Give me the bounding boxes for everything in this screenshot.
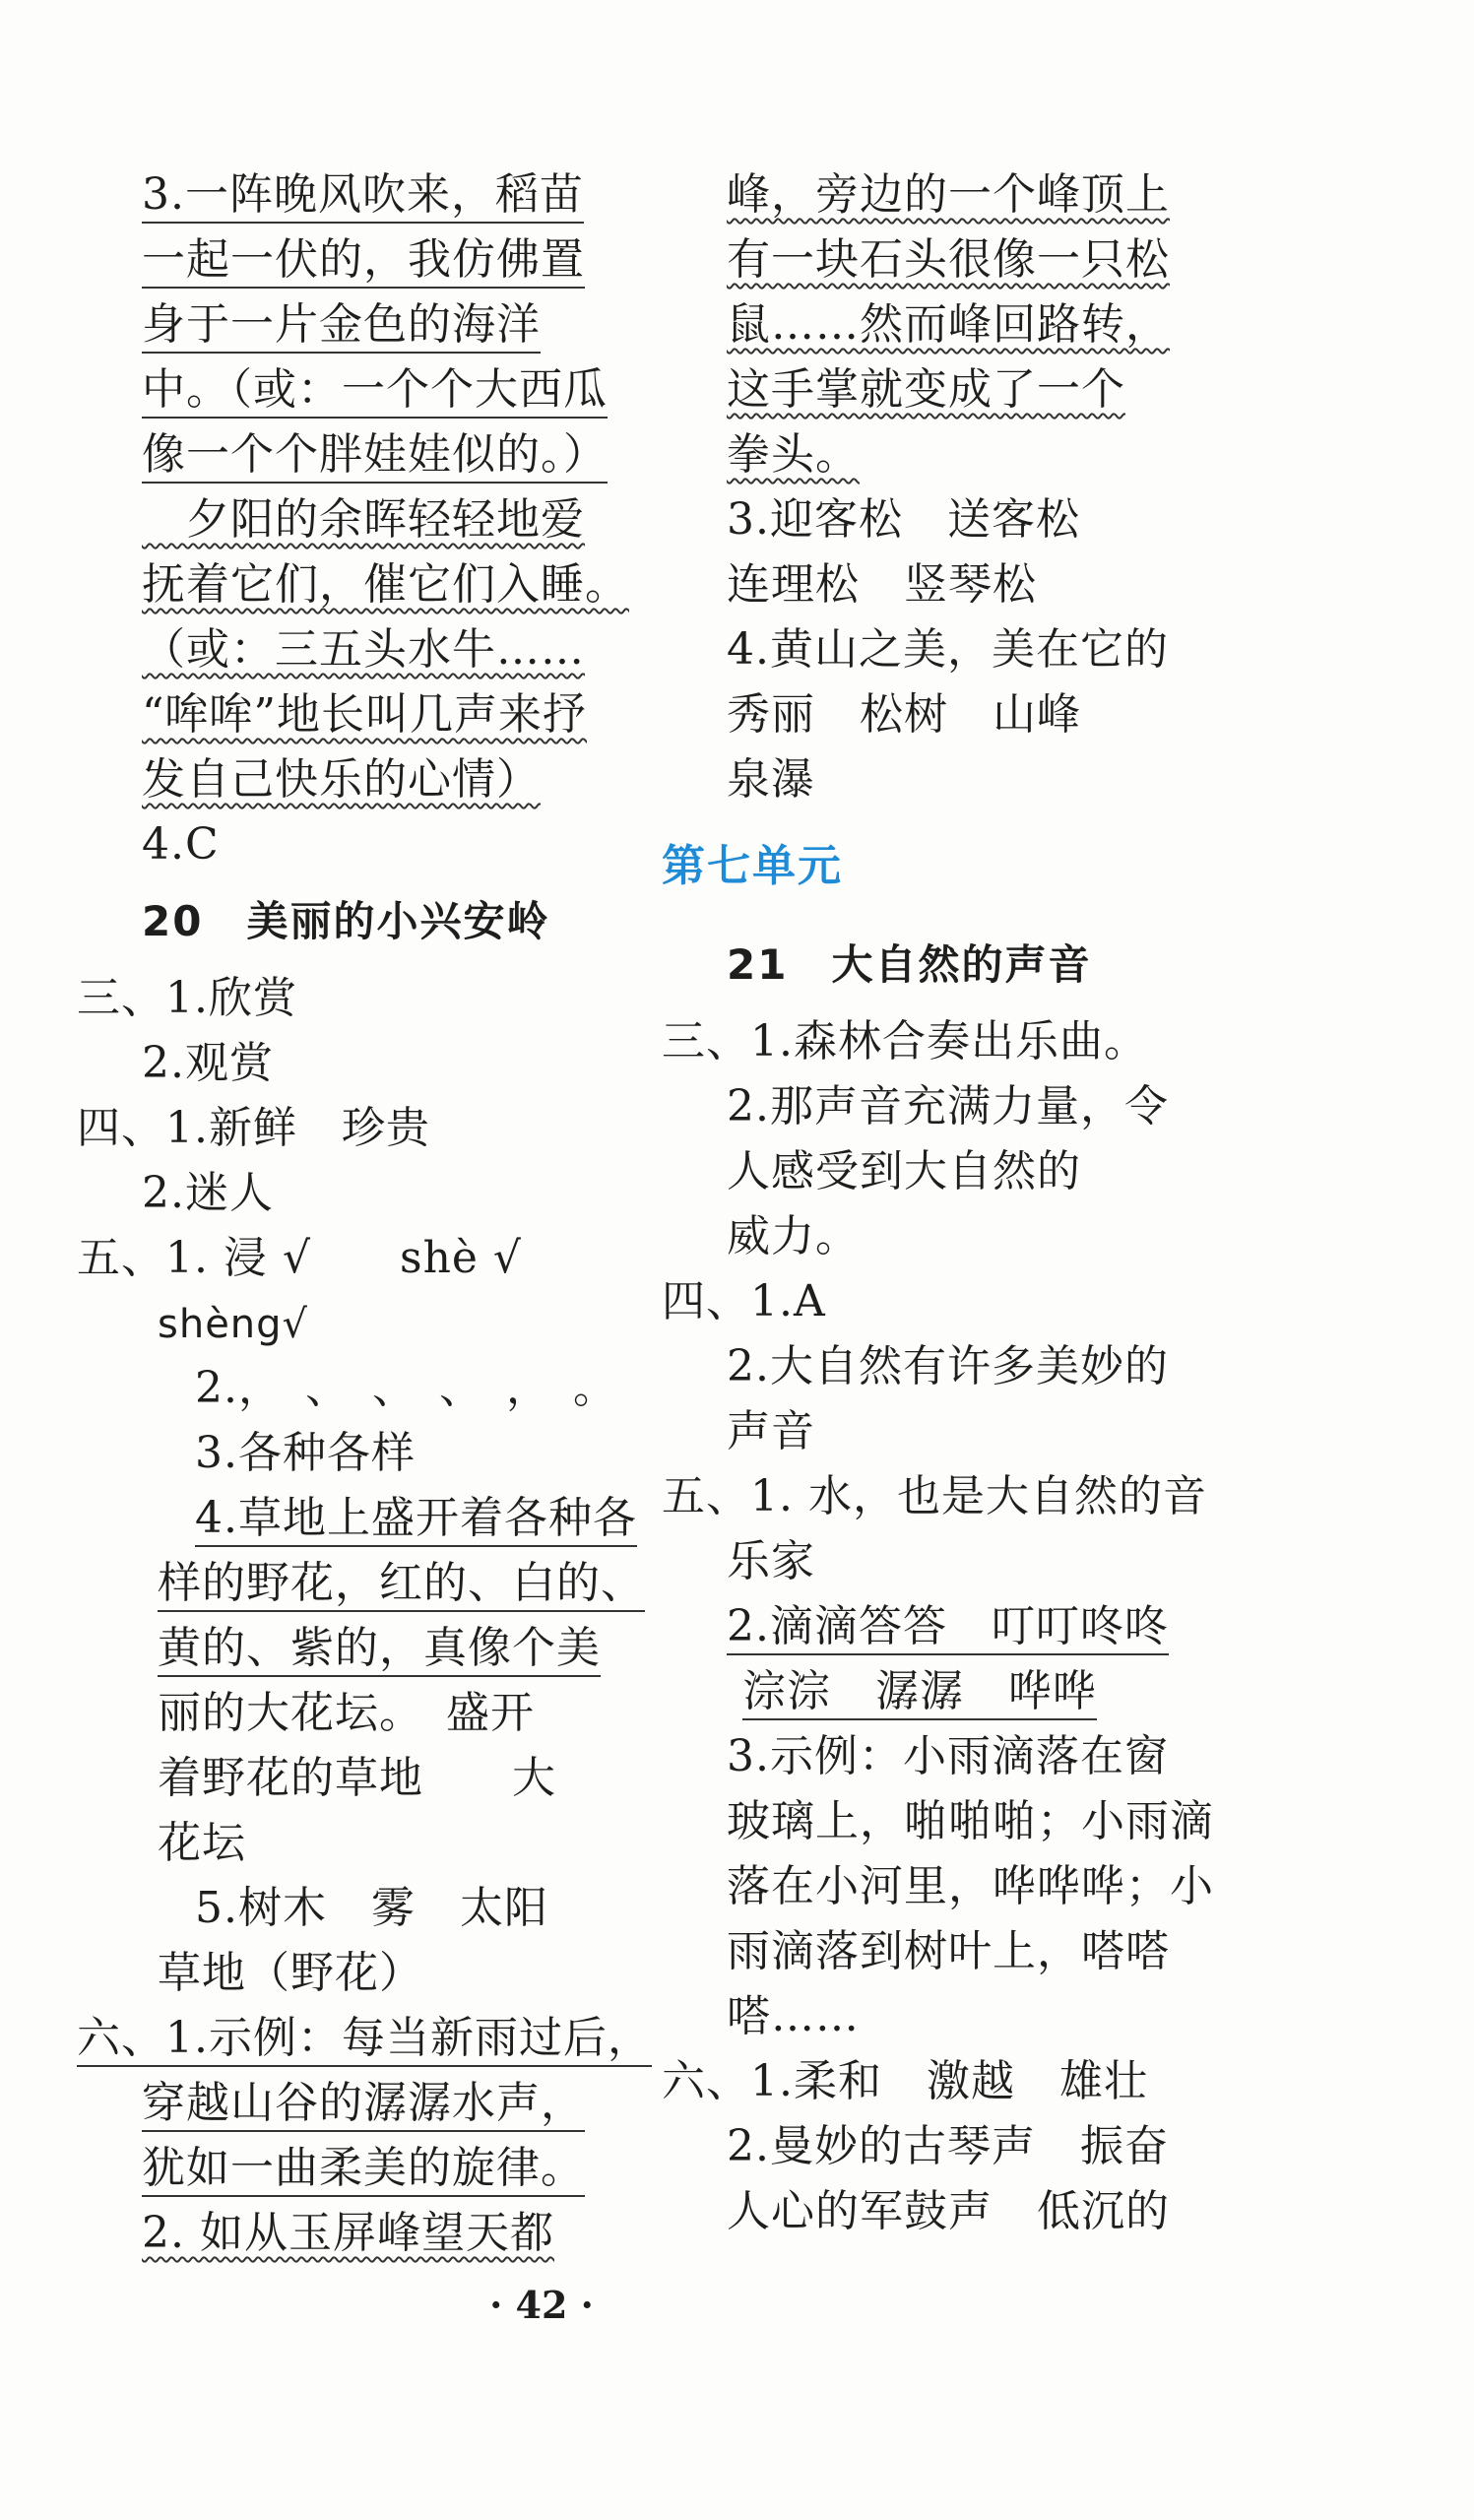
answer-text: 雨滴落到树叶上，嗒嗒: [727, 1926, 1170, 1976]
answer-line: [77, 552, 629, 617]
answer-text: 四、1.新鲜 珍贵: [77, 1103, 430, 1153]
answer-text: 草地（野花）: [158, 1948, 423, 1998]
answer-text: 三、1.欣赏: [77, 973, 297, 1023]
answer-line: [662, 1139, 1193, 1204]
answer-text: 声音: [727, 1406, 815, 1456]
answer-text: 抚着它们，催它们入睡。: [142, 559, 629, 610]
answer-line: [77, 812, 609, 877]
answer-line: [77, 1941, 609, 2006]
answer-text: 4.草地上盛开着各种各: [195, 1493, 637, 1547]
answer-text: 峰，旁边的一个峰顶上: [727, 169, 1170, 220]
answer-text: 2.大自然有许多美妙的: [727, 1341, 1169, 1391]
answer-text: 玻璃上，啪啪啪；小雨滴: [727, 1796, 1214, 1846]
answer-line: [662, 162, 1193, 227]
answer-text: 淙淙 潺潺 哗哗: [742, 1666, 1097, 1720]
answer-line: [662, 1659, 1193, 1724]
answer-line: [662, 1204, 1193, 1269]
answer-text: 人感受到大自然的: [727, 1146, 1081, 1196]
answer-line: [77, 1161, 609, 1226]
answer-text: 2.滴滴答答 叮叮咚咚: [727, 1601, 1169, 1655]
answer-line: [662, 2179, 1193, 2244]
answer-line: [662, 1074, 1193, 1139]
answer-line: [662, 1919, 1193, 1984]
answer-text: 4.黄山之美，美在它的: [727, 624, 1169, 675]
answer-text: 2.观赏: [142, 1038, 274, 1088]
answer-text: 泉瀑: [727, 754, 815, 805]
answer-line: [662, 1269, 1193, 1334]
answer-line: [77, 1681, 609, 1746]
answer-text: 夕阳的余晖轻轻地爱: [142, 494, 585, 545]
answer-text: shèng√: [158, 1302, 309, 1347]
answer-text: 3.各种各样: [195, 1428, 416, 1478]
answer-line: [662, 1724, 1193, 1789]
page-number: · 42 ·: [489, 2283, 594, 2327]
answer-line: [77, 2071, 609, 2136]
answer-text: 乐家: [727, 1536, 815, 1586]
answer-text: 穿越山谷的潺潺水声，: [142, 2078, 585, 2132]
answer-line: [77, 747, 609, 812]
answer-text: 落在小河里，哗哗哗；小: [727, 1861, 1214, 1911]
answer-line: [662, 552, 1193, 617]
answer-line: [77, 1421, 609, 1486]
answer-line: [77, 1551, 645, 1616]
answer-line: [662, 617, 1193, 682]
answer-text: 鼠……然而峰回路转，: [727, 299, 1170, 350]
lesson-heading: [662, 921, 1193, 1009]
answer-line: [77, 357, 609, 422]
answer-text: 2.曼妙的古琴声 振奋: [727, 2121, 1169, 2171]
left-column: [77, 162, 652, 2266]
answer-line: [662, 682, 1193, 747]
answer-text: 花坛: [158, 1818, 246, 1868]
answer-line: [662, 1984, 1193, 2049]
answer-line: [77, 1616, 609, 1681]
answer-line: [77, 2201, 609, 2266]
answer-text: 21 大自然的声音: [727, 940, 1092, 989]
answer-line: [77, 487, 609, 552]
answer-text: 秀丽 松树 山峰: [727, 689, 1081, 740]
answer-text: 三、1.森林合奏出乐曲。: [662, 1016, 1148, 1066]
answer-line: [77, 1291, 609, 1356]
answer-text: 3.迎客松 送客松: [727, 494, 1080, 545]
lesson-heading: [77, 877, 609, 966]
answer-text: 2.， 、 、 、 ， 。: [195, 1363, 617, 1413]
right-column: [662, 162, 1214, 2244]
answer-line: [77, 1096, 609, 1161]
answer-line: [662, 1334, 1193, 1399]
answer-line: [662, 1399, 1193, 1464]
answer-text: 4.C: [142, 819, 220, 870]
answer-text: 威力。: [727, 1211, 860, 1261]
answer-text: 3.示例：小雨滴落在窗: [727, 1731, 1169, 1781]
answer-line: [77, 292, 609, 357]
answer-line: [77, 422, 609, 487]
answer-line: [77, 2136, 609, 2201]
answer-line: [662, 227, 1193, 292]
answer-text: 这手掌就变成了一个: [727, 364, 1125, 415]
answer-text: “哞哞”地长叫几声来抒: [142, 689, 587, 740]
answer-line: [77, 1746, 609, 1811]
answer-line: [77, 682, 609, 747]
answer-line: [77, 1811, 609, 1876]
answer-text: 像一个个胖娃娃似的。）: [142, 429, 608, 484]
answer-text: 连理松 竖琴松: [727, 559, 1037, 610]
answer-line: [77, 1226, 609, 1291]
answer-line: [662, 357, 1193, 422]
answer-line: [77, 1031, 609, 1096]
answer-line: [662, 1594, 1193, 1659]
answer-text: 第七单元: [662, 841, 843, 891]
answer-text: 20 美丽的小兴安岭: [142, 897, 550, 945]
answer-text: 中。（或：一个个大西瓜: [142, 364, 608, 419]
answer-line: [77, 227, 609, 292]
answer-line: [662, 1789, 1214, 1854]
answer-text: 一起一伏的，我仿佛置: [142, 234, 585, 289]
answer-line: [662, 487, 1193, 552]
answer-text: 2.迷人: [142, 1168, 274, 1218]
answer-line: [662, 1009, 1193, 1074]
answer-text: 六、1.柔和 激越 雄壮: [662, 2056, 1148, 2106]
answer-text: 犹如一曲柔美的旋律。: [142, 2143, 585, 2197]
answer-text: 六、1.示例：每当新雨过后，: [77, 2013, 652, 2067]
answer-text: 5.树木 雾 太阳: [195, 1883, 548, 1933]
answer-line: [77, 1876, 609, 1941]
answer-line: [662, 747, 1193, 812]
answer-line: [662, 1464, 1207, 1529]
answer-line: [77, 1486, 637, 1551]
answer-line: [77, 966, 609, 1031]
answer-line: [77, 2006, 652, 2071]
answer-text: 3.一阵晚风吹来，稻苗: [142, 169, 584, 224]
answer-text: 丽的大花坛。 盛开: [158, 1688, 535, 1738]
answer-line: [77, 162, 609, 227]
answer-line: [662, 292, 1193, 357]
answer-text: 有一块石头很像一只松: [727, 234, 1170, 285]
answer-text: 五、1. 水，也是大自然的音: [662, 1471, 1207, 1521]
answer-line: [662, 2114, 1193, 2179]
answer-text: 人心的军鼓声 低沉的: [727, 2186, 1170, 2236]
answer-line: [662, 1854, 1214, 1919]
answer-line: [662, 422, 1193, 487]
answer-text: 发自己快乐的心情）: [142, 754, 541, 805]
answer-line: [77, 1356, 617, 1421]
answer-text: 黄的、紫的，真像个美: [158, 1623, 601, 1677]
answer-text: 着野花的草地 大: [158, 1753, 556, 1803]
answer-text: （或：三五头水牛……: [142, 624, 585, 675]
answer-line: [77, 617, 609, 682]
answer-text: 2. 如从玉屏峰望天都: [142, 2208, 554, 2258]
answer-text: 2.那声音充满力量，令: [727, 1081, 1169, 1131]
answer-text: 样的野花，红的、白的、: [158, 1558, 645, 1612]
answer-text: 拳头。: [727, 429, 860, 480]
answer-line: [662, 2049, 1193, 2114]
answer-text: 五、1. 浸 √ shè √: [77, 1233, 522, 1283]
unit-title: [662, 812, 1193, 921]
answer-text: 嗒……: [727, 1991, 860, 2041]
answer-text: 四、1.A: [662, 1276, 826, 1326]
answer-line: [662, 1529, 1193, 1594]
answer-text: 身于一片金色的海洋: [142, 299, 541, 354]
